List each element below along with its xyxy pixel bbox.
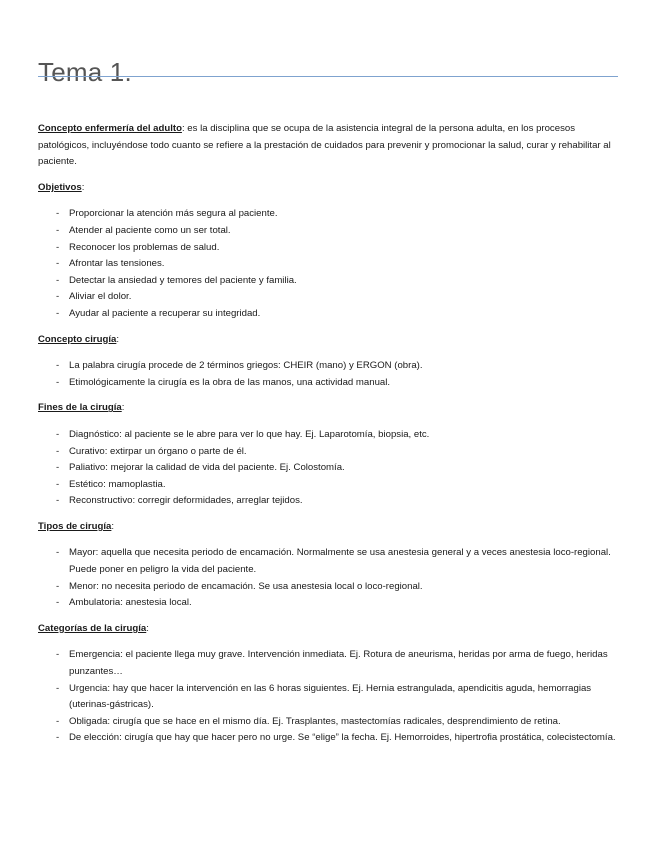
concepto-text: : es la disciplina que se ocupa de la asistencia integral de la persona adulta, en los procesos patológicos, incluyéndose todo cuanto se refiere a la prestación de cuidados para prevenir y promocionar la salud, curar y rehabilitar al paciente. <box>38 123 611 168</box>
categorias-list <box>38 647 618 747</box>
concepto-cirugia-list <box>38 358 618 391</box>
concepto-label: Concepto enfermería del adulto <box>38 123 182 134</box>
list-item: - Paliativo: mejorar la calidad de vida del paciente. Ej. Colostomía. <box>56 462 345 474</box>
list-item: - Etimológicamente la cirugía es la obra de las manos, una actividad manual. <box>56 376 391 388</box>
page-title: Tema 1. <box>38 57 132 88</box>
list-item: - Ayudar al paciente a recuperar su integridad. <box>56 307 261 319</box>
list-item: - Emergencia: el paciente llega muy grave. Intervención inmediata. Ej. Rotura de aneurisma, heridas por arma de fuego, heridas punzantes… <box>56 649 608 678</box>
concepto-cirugia-heading: Concepto cirugía: <box>38 333 120 345</box>
list-item: - Proporcionar la atención más segura al paciente. <box>56 208 278 220</box>
list-item: - Obligada: cirugía que se hace en el mismo día. Ej. Trasplantes, mastectomías radicales, desprendimiento de retina. <box>56 715 561 727</box>
list-item: - Diagnóstico: al paciente se le abre para ver lo que hay. Ej. Laparotomía, biopsia, etc. <box>56 428 430 440</box>
categorias-heading: Categorías de la cirugía: <box>38 622 149 634</box>
list-item: - Ambulatoria: anestesia local. <box>56 597 192 609</box>
fines-list <box>38 427 618 510</box>
objetivos-heading: Objetivos: <box>38 181 85 193</box>
list-item: - Urgencia: hay que hacer la intervención en las 6 horas siguientes. Ej. Hernia estrangulada, apendicitis aguda, hemorragias (uterinas-gástricas). <box>56 682 592 711</box>
concepto-paragraph <box>38 121 618 171</box>
list-item: - Atender al paciente como un ser total. <box>56 224 231 236</box>
document-body <box>38 121 618 747</box>
list-item: - Afrontar las tensiones. <box>56 258 165 270</box>
title-underline <box>38 76 618 77</box>
list-item: - Estético: mamoplastia. <box>56 478 166 490</box>
list-item: - La palabra cirugía procede de 2 términos griegos: CHEIR (mano) y ERGON (obra). <box>56 360 423 372</box>
list-item: - Menor: no necesita periodo de encamación. Se usa anestesia local o loco-regional. <box>56 580 423 592</box>
list-item: - Reconocer los problemas de salud. <box>56 241 220 253</box>
tipos-heading: Tipos de cirugía: <box>38 520 115 532</box>
objetivos-list <box>38 206 618 322</box>
list-item: - Reconstructivo: corregir deformidades, arreglar tejidos. <box>56 495 303 507</box>
list-item: - Aliviar el dolor. <box>56 291 132 303</box>
list-item: - De elección: cirugía que hay que hacer pero no urge. Se “elige” la fecha. Ej. Hemorroides, hipertrofia prostática, colecistectomía. <box>56 732 616 744</box>
list-item: - Detectar la ansiedad y temores del paciente y familia. <box>56 274 297 286</box>
list-item: - Curativo: extirpar un órgano o parte de él. <box>56 445 247 457</box>
list-item: - Mayor: aquella que necesita periodo de encamación. Normalmente se usa anestesia general y a veces anestesia loco-regional. Puede poner en peligro la vida del paciente. <box>56 547 611 576</box>
tipos-list <box>38 545 618 611</box>
fines-heading: Fines de la cirugía: <box>38 402 125 414</box>
